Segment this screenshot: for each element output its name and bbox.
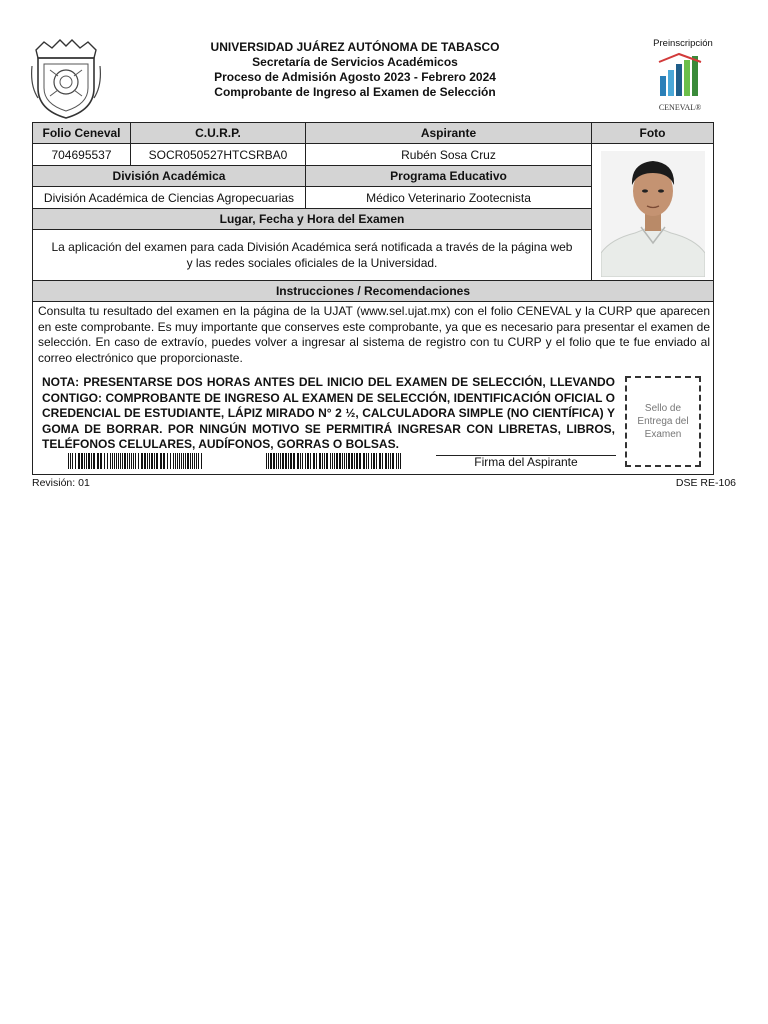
sello-box [625,376,701,467]
process-name: Proceso de Admisión Agosto 2023 - Febrero 2024 [214,70,496,84]
curp-header: C.U.R.P. [130,122,306,144]
form-code: DSE RE-106 [675,477,736,489]
revision-label: Revisión: 01 [32,477,90,489]
aspirante-value: Rubén Sosa Cruz [305,143,592,166]
foto-header: Foto [591,122,714,144]
lugar-value-line-2: y las redes sociales oficiales de la Universidad. [186,256,438,270]
instrucciones-header: Instrucciones / Recomendaciones [32,280,714,302]
nota-text: NOTA: PRESENTARSE DOS HORAS ANTES DEL INICIO DEL EXAMEN DE SELECCIÓN, LLEVANDO CONTIGO: COMPROBANTE DE INGRESO AL EXAMEN DE SELECCIÓN, IDENTIFICACIÓN OFICIAL O CREDENCIAL DE ESTUDIANTE, LÁPIZ MIRADO N° 2 ½, CALCULADORA SIMPLE (NO CIENTÍFICA) Y GOMA DE BORRAR. POR NINGÚN MOTIVO SE PERMITIRÁ INGRESAR CON LIBRETAS, LIBROS, TELÉFONOS CELULARES, AUDÍFONOS, GORRAS O BOLSAS. [42,375,615,451]
ceneval-logo-icon [655,52,705,102]
division-value: División Académica de Ciencias Agropecuarias [32,186,306,209]
person-photo-icon [601,151,705,277]
lugar-value-line-1: La aplicación del examen para cada División Académica será notificada a través de la página web [51,240,573,254]
folio-header: Folio Ceneval [32,122,131,144]
university-seal-icon [30,36,102,120]
folio-value: 704695537 [32,143,131,166]
applicant-photo [601,151,705,277]
barcode-2 [266,453,404,469]
instrucciones-text: Consulta tu resultado del examen en la página de la UJAT (www.sel.ujat.mx) con el folio CENEVAL y la CURP que aparecen en este comprobante. Es muy importante que conserves este comprobante, ya que es necesario para presentar el examen de selección. En caso de extravío, puedes volver a ingresar al sistema de registro con tu CURP y el folio que te fue enviado al correo electrónico que proporcionaste. [38,304,710,365]
aspirante-header: Aspirante [305,122,592,144]
lugar-value [32,229,592,281]
division-header: División Académica [32,165,306,187]
document-title: Comprobante de Ingreso al Examen de Selección [214,85,496,99]
signature-label: Firma del Aspirante [474,455,578,469]
secretaria-name: Secretaría de Servicios Académicos [252,55,458,69]
programa-value: Médico Veterinario Zootecnista [305,186,592,209]
lugar-header: Lugar, Fecha y Hora del Examen [32,208,592,230]
document-title-block [150,40,560,100]
sello-label: Sello de Entrega del Examen [637,403,689,440]
curp-value: SOCR050527HTCSRBA0 [130,143,306,166]
preinscripcion-label: Preinscripción [653,38,713,49]
barcode-1 [68,453,206,469]
document-header [0,0,768,122]
programa-header: Programa Educativo [305,165,592,187]
university-name: UNIVERSIDAD JUÁREZ AUTÓNOMA DE TABASCO [210,40,500,54]
ceneval-logo-text: CENEVAL® [658,103,702,112]
